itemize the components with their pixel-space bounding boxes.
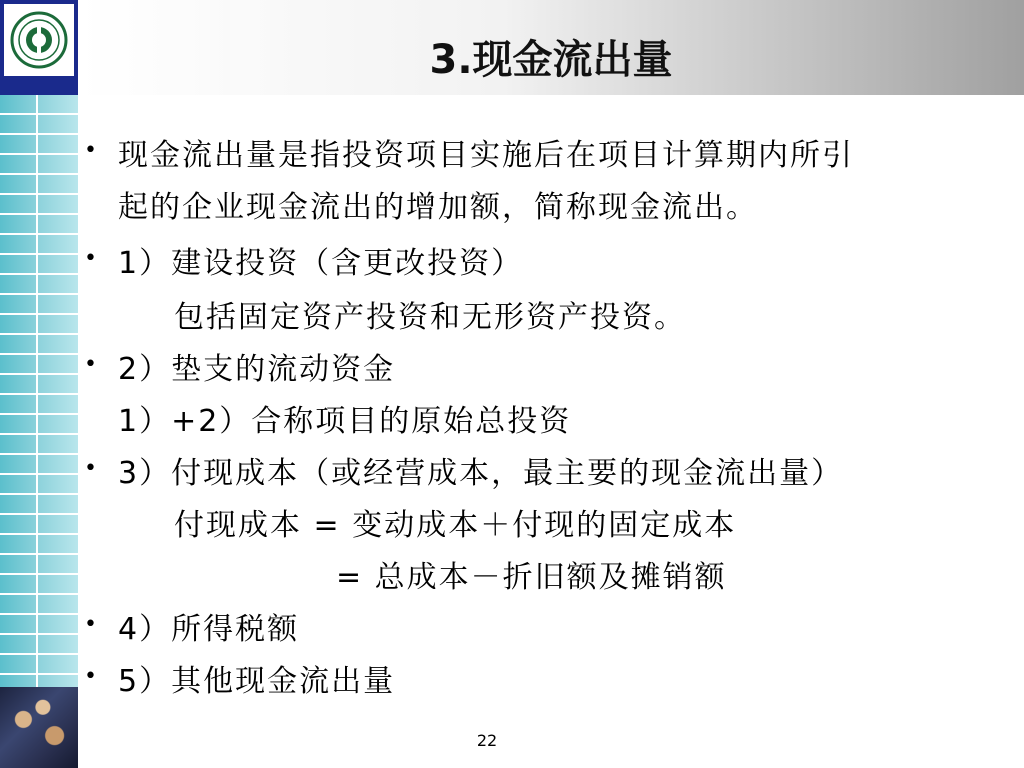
bullet-icon: •: [84, 352, 99, 377]
slide-title: 3.现金流出量: [429, 37, 673, 83]
left-sidebar: [0, 0, 78, 768]
list-item-text: 2）垫支的流动资金: [118, 352, 396, 387]
logo-panel: [0, 0, 78, 95]
list-item-text: 1）建设投资（含更改投资）: [118, 246, 524, 281]
bullet-icon: •: [84, 664, 99, 689]
list-item-text: 1）+2）合称项目的原始总投资: [118, 404, 572, 439]
formula-text: 付现成本 = 变动成本＋付现的固定成本: [174, 508, 737, 543]
list-item-text: 现金流出量是指投资项目实施后在项目计算期内所引: [118, 138, 854, 173]
formula-text: = 总成本－折旧额及摊销额: [336, 560, 727, 595]
bullet-icon: •: [84, 138, 99, 163]
bullet-icon: •: [84, 456, 99, 481]
list-item-text: 起的企业现金流出的增加额，简称现金流出。: [118, 190, 758, 225]
list-item-text: 包括固定资产投资和无形资产投资。: [174, 300, 686, 335]
university-seal-icon: [9, 10, 69, 70]
page-number: 22: [476, 731, 498, 750]
bullet-icon: •: [84, 246, 99, 271]
bullet-icon: •: [84, 612, 99, 637]
decorative-photo: [0, 687, 78, 768]
list-item-text: 5）其他现金流出量: [118, 664, 396, 699]
decorative-grid: [0, 95, 78, 687]
list-item-text: 4）所得税额: [118, 612, 300, 647]
university-logo: [4, 4, 74, 76]
list-item-text: 3）付现成本（或经营成本，最主要的现金流出量）: [118, 456, 844, 491]
